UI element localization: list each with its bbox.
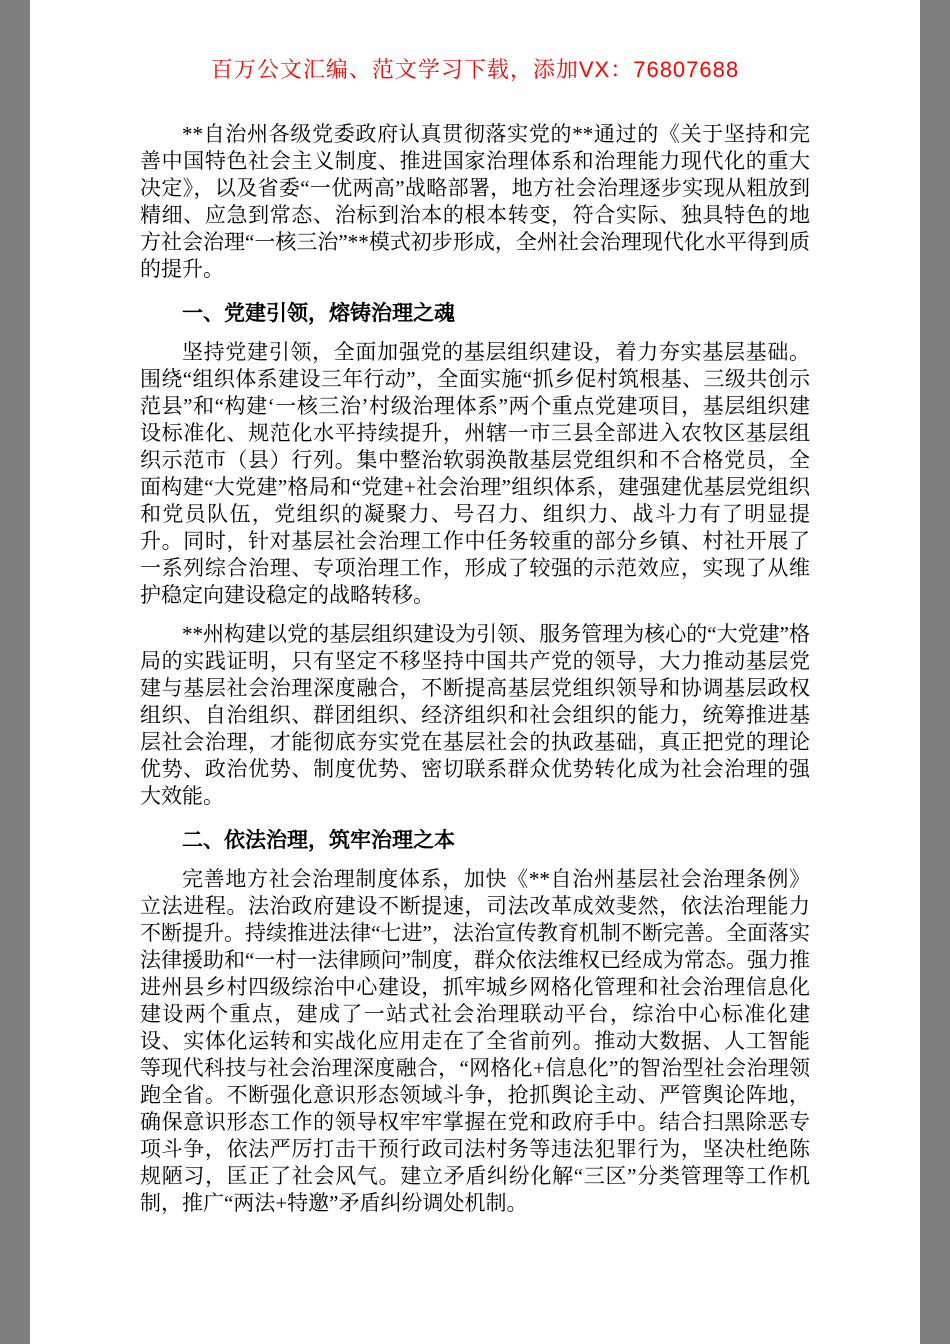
- section-1-paragraph-1: 坚持党建引领，全面加强党的基层组织建设，着力夯实基层基础。围绕“组织体系建设三年行动”，全面实施“抓乡促村筑根基、三级共创示范县”和“构建‘一核三治’村级治理体系”两个重点党建项目，基层组织建设标准化、规范化水平持续提升，州辖一市三县全部进入农牧区基层组织示范市（县）行列。集中整治软弱涣散基层党组织和不合格党员，全面构建“大党建”格局和“党建+社会治理”组织体系，建强建优基层党组织和党员队伍，党组织的凝聚力、号召力、组织力、战斗力有了明显提升。同时，针对基层社会治理工作中任务较重的部分乡镇、村社开展了一系列综合治理、专项治理工作，形成了较强的示范效应，实现了从维护稳定向建设稳定的战略转移。: [140, 340, 810, 607]
- intro-paragraph: **自治州各级党委政府认真贯彻落实党的**通过的《关于坚持和完善中国特色社会主义制度、推进国家治理体系和治理能力现代化的重大决定》，以及省委“一优两高”战略部署，地方社会治理逐步实现从粗放到精细、应急到常态、治标到治本的根本转变，符合实际、独具特色的地方社会治理“一核三治”**模式初步形成，全州社会治理现代化水平得到质的提升。: [140, 122, 810, 281]
- section-2-paragraph-1: 完善地方社会治理制度体系，加快《**自治州基层社会治理条例》立法进程。法治政府建设不断提速，司法改革成效斐然，依法治理能力不断提升。持续推进法律“七进”，法治宣传教育机制不断完善。全面落实法律援助和“一村一法律顾问”制度，群众依法维权已经成为常态。强力推进州县乡村四级综治中心建设，抓牢城乡网格化管理和社会治理信息化建设两个重点，建成了一站式社会治理联动平台，综治中心标准化建设、实体化运转和实战化应用走在了全省前列。推动大数据、人工智能等现代科技与社会治理深度融合，“网格化+信息化”的智治型社会治理领跑全省。不断强化意识形态领域斗争，抢抓舆论主动、严管舆论阵地，确保意识形态工作的领导权牢牢掌握在党和政府手中。结合扫黑除恶专项斗争，依法严厉打击干预行政司法村务等违法犯罪行为，坚决杜绝陈规陋习，匡正了社会风气。建立矛盾纠纷化解“三区”分类管理等工作机制，推广“两法+特邀”矛盾纠纷调处机制。: [140, 867, 810, 1215]
- section-1-paragraph-2: **州构建以党的基层组织建设为引领、服务管理为核心的“大党建”格局的实践证明，只有坚定不移坚持中国共产党的领导，大力推动基层党建与基层社会治理深度融合，不断提高基层党组织领导和协调基层政权组织、自治组织、群团组织、经济组织和社会组织的能力，统筹推进基层社会治理，才能彻底夯实党在基层社会的执政基础，真正把党的理论优势、政治优势、制度优势、密切联系群众优势转化成为社会治理的强大效能。: [140, 622, 810, 808]
- section-heading-2: 二、依法治理，筑牢治理之本: [182, 828, 455, 852]
- promo-banner: 百万公文汇编、范文学习下载，添加VX：76807688: [210, 57, 740, 82]
- section-heading-1: 一、党建引领，熔铸治理之魂: [182, 301, 455, 325]
- document-page: [30, 0, 920, 1344]
